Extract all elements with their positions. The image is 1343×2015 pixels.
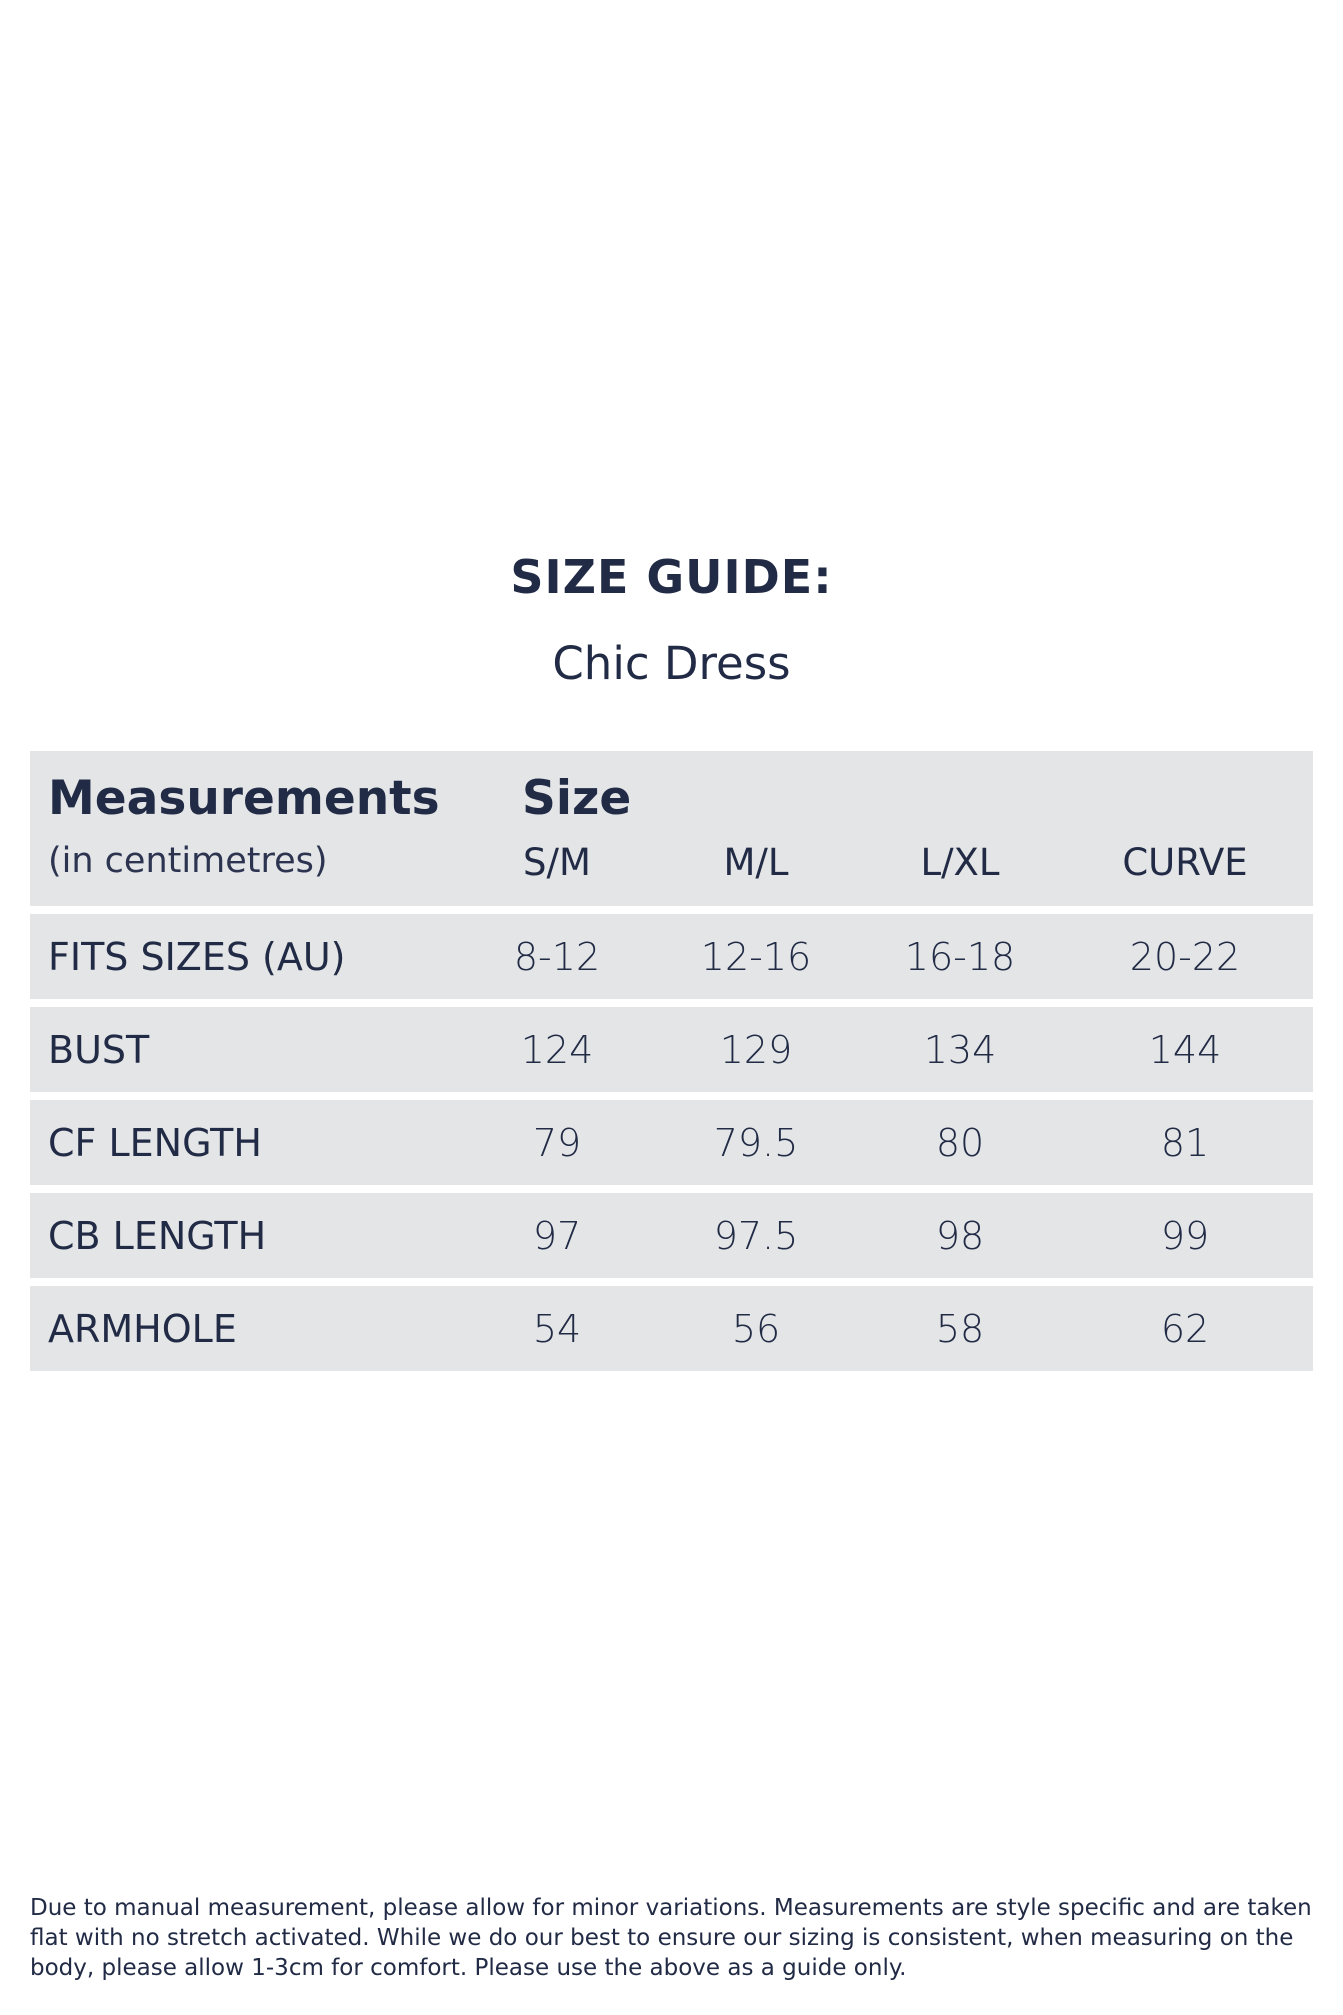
column-header-lxl: L/XL <box>920 841 1000 884</box>
table-cell: 8-12 <box>513 934 601 979</box>
column-header-curve: CURVE <box>1122 841 1248 884</box>
table-cell: 54 <box>532 1306 582 1351</box>
table-row <box>30 914 1313 999</box>
table-cell: 81 <box>1160 1120 1210 1165</box>
row-label: ARMHOLE <box>48 1306 237 1351</box>
column-header-ml: M/L <box>723 841 789 884</box>
table-cell: 58 <box>935 1306 985 1351</box>
units-note: (in centimetres) <box>48 841 328 881</box>
row-label: FITS SIZES (AU) <box>48 934 346 979</box>
table-cell: 134 <box>923 1027 997 1072</box>
table-row <box>30 1100 1313 1185</box>
table-cell: 79 <box>532 1120 582 1165</box>
size-heading: Size <box>522 771 632 826</box>
table-row <box>30 1007 1313 1092</box>
disclaimer-note: Due to manual measurement, please allow for minor variations. Measurements are style specific and are taken flat with no stretch activated. While we do our best to ensure our sizing is consistent, when measuring on the body, please allow 1-3cm for comfort. Please use the above as a guide only. <box>30 1895 1312 1981</box>
measurements-heading: Measurements <box>48 771 440 826</box>
column-header-sm: S/M <box>523 841 591 884</box>
table-cell: 79.5 <box>713 1120 799 1165</box>
table-cell: 80 <box>935 1120 985 1165</box>
row-label: CB LENGTH <box>48 1213 267 1258</box>
table-cell: 97 <box>532 1213 582 1258</box>
table-cell: 62 <box>1160 1306 1210 1351</box>
product-name: Chic Dress <box>552 637 791 690</box>
table-row <box>30 1193 1313 1278</box>
table-cell: 56 <box>731 1306 781 1351</box>
table-row <box>30 1286 1313 1371</box>
table-cell: 16-18 <box>904 934 1016 979</box>
size-table <box>30 751 1313 1379</box>
row-label: BUST <box>48 1027 150 1072</box>
table-cell: 124 <box>520 1027 594 1072</box>
row-label: CF LENGTH <box>48 1120 262 1165</box>
table-header-row <box>30 751 1313 906</box>
table-cell: 144 <box>1148 1027 1222 1072</box>
table-cell: 20-22 <box>1129 934 1241 979</box>
table-cell: 98 <box>935 1213 985 1258</box>
table-cell: 129 <box>719 1027 793 1072</box>
table-cell: 97.5 <box>713 1213 799 1258</box>
table-cell: 12-16 <box>700 934 812 979</box>
table-cell: 99 <box>1160 1213 1210 1258</box>
page-title: SIZE GUIDE: <box>510 550 833 604</box>
